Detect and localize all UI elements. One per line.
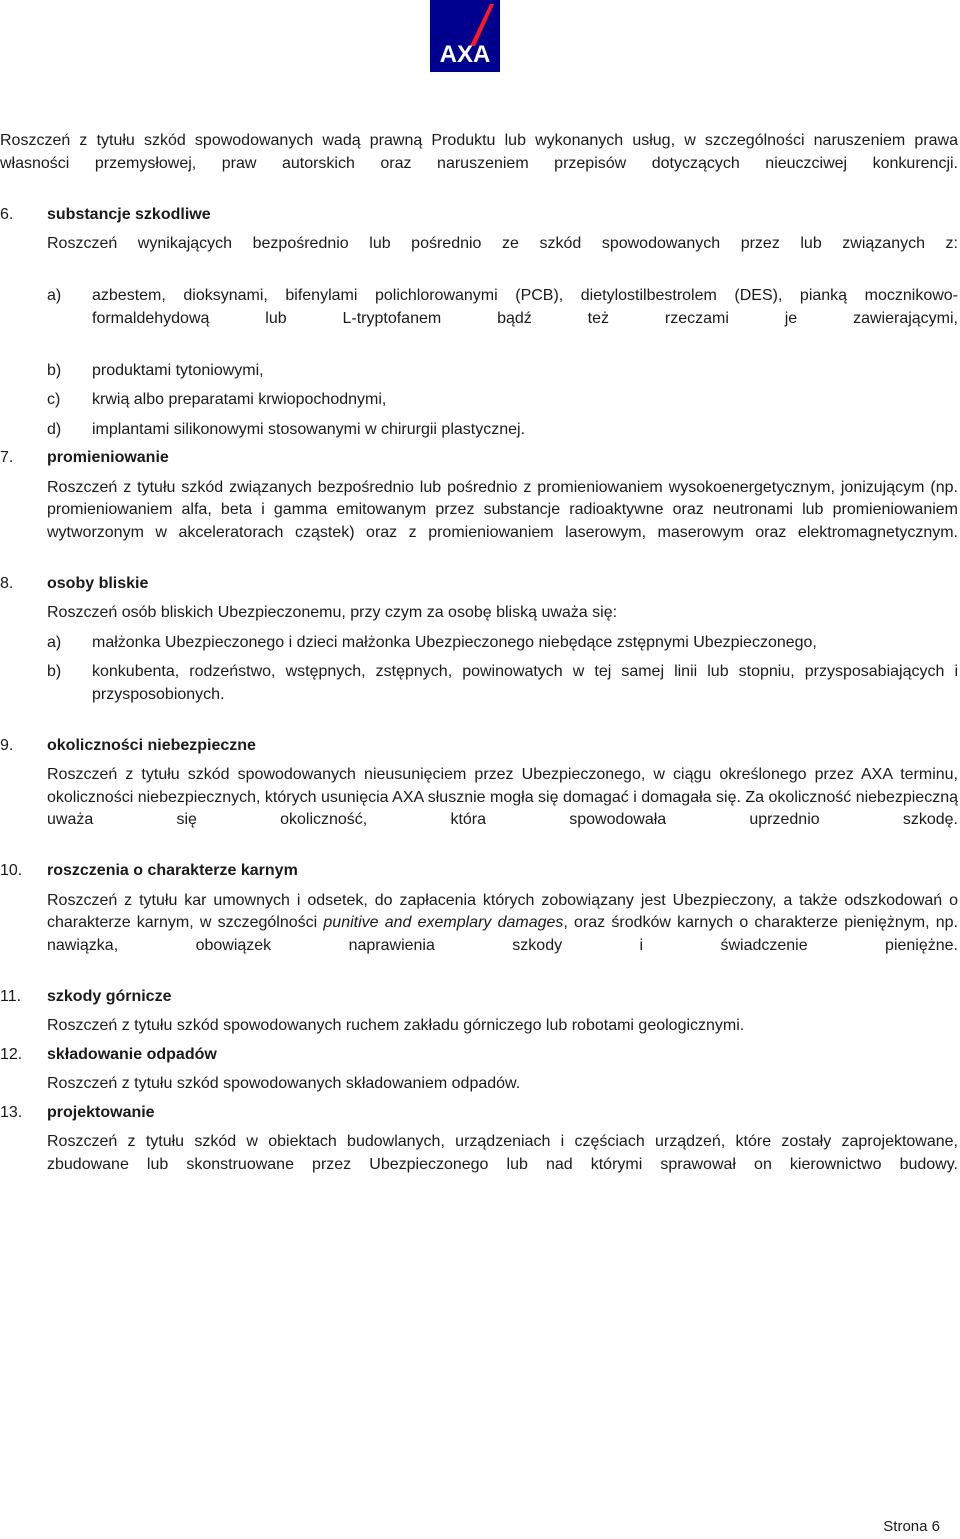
- list-text: implantami silikonowymi stosowanymi w chirurgii plastycznej.: [92, 420, 526, 438]
- section-11-body: Roszczeń z tytułu szkód spowodowanych ruchem zakładu górniczego lub robotami geologicznymi.: [47, 1017, 745, 1034]
- axa-logo: [430, 0, 500, 72]
- section-title: okoliczności niebezpieczne: [47, 736, 256, 754]
- section-number: 11.: [0, 987, 22, 1005]
- section-7-body: Roszczeń z tytułu szkód związanych bezpośrednio lub pośrednio z promieniowaniem wysokoenergetycznym, jonizującym (np. promieniowaniem alfa, beta i gamma emitowanym przez substancje radioaktywne oraz neutronami lub promieniowaniem wytworzonym w akceleratorach cząstek) oraz z promieniowaniem laserowym, maserowym oraz elektromagnetycznym.: [47, 478, 958, 541]
- list-label: b): [47, 361, 62, 379]
- list-label: a): [47, 633, 62, 651]
- list-item: [47, 632, 958, 655]
- section-6-body: Roszczeń wynikających bezpośrednio lub pośrednio ze szkód spowodowanych przez lub związanych z:: [47, 235, 958, 252]
- logo-text: AXA: [439, 41, 491, 68]
- list-item: [47, 285, 958, 353]
- page-number: Strona 6: [883, 1518, 940, 1535]
- section-title: substancje szkodliwe: [47, 205, 211, 223]
- section-13-body: Roszczeń z tytułu szkód w obiektach budowlanych, urządzeniach i częściach urządzeń, które zostały zaprojektowane, zbudowane lub skonstruowane przez Ubezpieczonego lub nad którymi sprawował on kierownictwo budowy.: [47, 1133, 958, 1173]
- body-italic-text: punitive and exemplary damages: [323, 914, 564, 931]
- list-text: produktami tytoniowymi,: [92, 361, 264, 379]
- list-text: azbestem, dioksynami, bifenylami polichlorowanymi (PCB), dietylostilbestrolem (DES), pianką mocznikowo-formaldehydową lub L-tryptofanem bądź też rzeczami je zawierającymi,: [92, 287, 958, 327]
- section-title: szkody górnicze: [47, 987, 172, 1005]
- section-6-heading: [0, 204, 958, 227]
- section-10-body: [47, 890, 958, 980]
- body-text: , oraz środków karnych o charakterze pieniężnym, np. nawiązka, obowiązek naprawienia szkody i świadczenie pieniężne.: [47, 914, 958, 954]
- section-title: projektowanie: [47, 1103, 155, 1121]
- section-8-body: Roszczeń osób bliskich Ubezpieczonemu, przy czym za osobę bliską uważa się:: [47, 604, 618, 621]
- list-text: krwią albo preparatami krwiopochodnymi,: [92, 391, 387, 408]
- list-text: konkubenta, rodzeństwo, wstępnych, zstępnych, powinowatych w tej samej linii lub stopniu, przysposabiających i przysposobionych.: [92, 663, 958, 703]
- section-title: składowanie odpadów: [47, 1045, 217, 1063]
- axa-logo-icon: [430, 0, 500, 72]
- section-7-heading: [0, 447, 958, 470]
- section-title: osoby bliskie: [47, 574, 149, 592]
- list-item: [47, 389, 958, 412]
- section-11-heading: [0, 986, 958, 1009]
- section-title: roszczenia o charakterze karnym: [47, 862, 298, 879]
- section-9-heading: [0, 735, 958, 758]
- list-item: [47, 419, 958, 442]
- section-12-body: Roszczeń z tytułu szkód spowodowanych składowaniem odpadów.: [47, 1075, 521, 1092]
- body-text: Roszczeń z tytułu kar umownych i odsetek, do zapłacenia których zobowiązany jest Ubezpieczony, a także odszkodowań o charakterze karnym, w szczególności: [47, 891, 958, 931]
- list-label: a): [47, 287, 62, 304]
- section-12-heading: [0, 1044, 958, 1067]
- section-number: 12.: [0, 1045, 23, 1063]
- section-number: 6.: [0, 205, 14, 223]
- list-label: b): [47, 663, 62, 680]
- section-number: 13.: [0, 1103, 23, 1121]
- section-9-body: Roszczeń z tytułu szkód spowodowanych nieusunięciem przez Ubezpieczonego, w ciągu określonego przez AXA terminu, okoliczności niebezpiecznych, których usunięcia AXA słusznie mogła się domagać i domagała się. Za okoliczność niebezpieczną uważa się okoliczność, która spowodowała uprzednio szkodę.: [47, 766, 958, 828]
- intro-paragraph: Roszczeń z tytułu szkód spowodowanych wadą prawną Produktu lub wykonanych usług, w szczególności naruszeniem prawa własności przemysłowej, praw autorskich oraz naruszeniem przepisów dotyczących nieuczciwej konkurencji.: [0, 132, 958, 172]
- section-title: promieniowanie: [47, 449, 169, 466]
- section-13-heading: [0, 1102, 958, 1125]
- section-number: 10.: [0, 862, 23, 879]
- section-8-heading: [0, 573, 958, 596]
- section-10-heading: [0, 860, 958, 883]
- list-text: małżonka Ubezpieczonego i dzieci małżonka Ubezpieczonego niebędące zstępnymi Ubezpieczonego,: [92, 633, 817, 651]
- section-number: 8.: [0, 574, 14, 592]
- section-number: 7.: [0, 449, 14, 466]
- list-label: c): [47, 391, 61, 408]
- list-item: [47, 360, 958, 383]
- section-number: 9.: [0, 736, 14, 754]
- list-label: d): [47, 420, 62, 438]
- list-item: [47, 661, 958, 729]
- document-body: [0, 130, 958, 1199]
